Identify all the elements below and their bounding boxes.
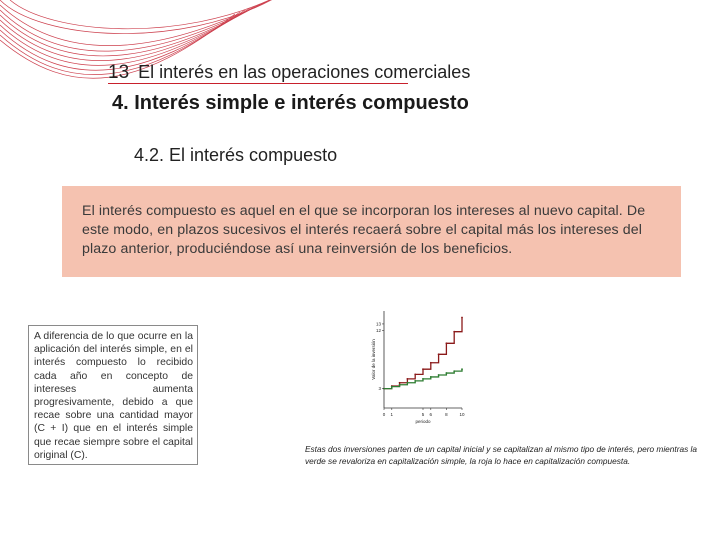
definition-box [62,186,681,277]
y-tick-label: 3 [378,386,381,392]
simple-point [407,382,409,384]
compound-point [414,373,416,375]
x-tick-label: 10 [459,412,465,417]
chapter-underline [108,83,408,84]
y-tick-label: 13 [375,321,381,327]
compound-interest-line [384,317,462,388]
x-tick-label: 8 [445,412,448,417]
x-axis-label: periodo [415,419,431,424]
compound-point [399,382,401,384]
chapter-heading [108,62,470,84]
compound-point [453,331,455,333]
simple-point [453,370,455,372]
simple-point [461,368,463,370]
simple-point [414,380,416,382]
compound-point [430,362,432,364]
compound-point [446,342,448,344]
compound-point [422,368,424,370]
investment-chart [362,305,470,430]
chapter-number: 13 [108,62,130,83]
compound-point [407,378,409,380]
definition-text: El interés compuesto es aquel en el que se incorporan los intereses al nuevo capital. De este modo, en plazos sucesivos el interés recaerá sobre el capital más los intereses del plazo anterior, produciéndose así una reinversión de los beneficios. [82,203,646,257]
y-axis-label: Valor de la inversión [371,339,376,380]
subsection-title: 4.2. El interés compuesto [134,145,338,165]
side-note-text: A diferencia de lo que ocurre en la aplicación del interés simple, en el interés compuesto lo recibido cada año en concepto de intereses aumenta progresivamente, debido a que recae sobre una cantidad mayor (C + I) que en el interés simple que recae siempre sobre el capital original (C). [34,331,193,461]
side-note-box [28,325,198,465]
x-tick-label: 6 [429,412,433,417]
y-tick-label: 12 [375,327,381,333]
x-tick-label: 5 [421,412,425,417]
simple-point [391,386,393,388]
simple-point [399,384,401,386]
compound-point [461,317,463,319]
decorative-red-waves [0,0,280,100]
x-tick-label: 1 [390,412,394,417]
x-tick-label: 0 [382,412,386,417]
simple-point [438,374,440,376]
simple-point [422,378,424,380]
section-title: 4. Interés simple e interés compuesto [112,92,469,114]
compound-point [438,353,440,355]
chart-caption: Estas dos inversiones parten de un capital inicial y se capitalizan al mismo tipo de interés, pero mientras la verde se revaloriza en capitalización simple, la roja lo hace en capitalización compuesta. [305,444,697,466]
simple-point [446,372,448,374]
simple-point [430,376,432,378]
chapter-title: El interés en las operaciones comerciales [138,62,471,82]
